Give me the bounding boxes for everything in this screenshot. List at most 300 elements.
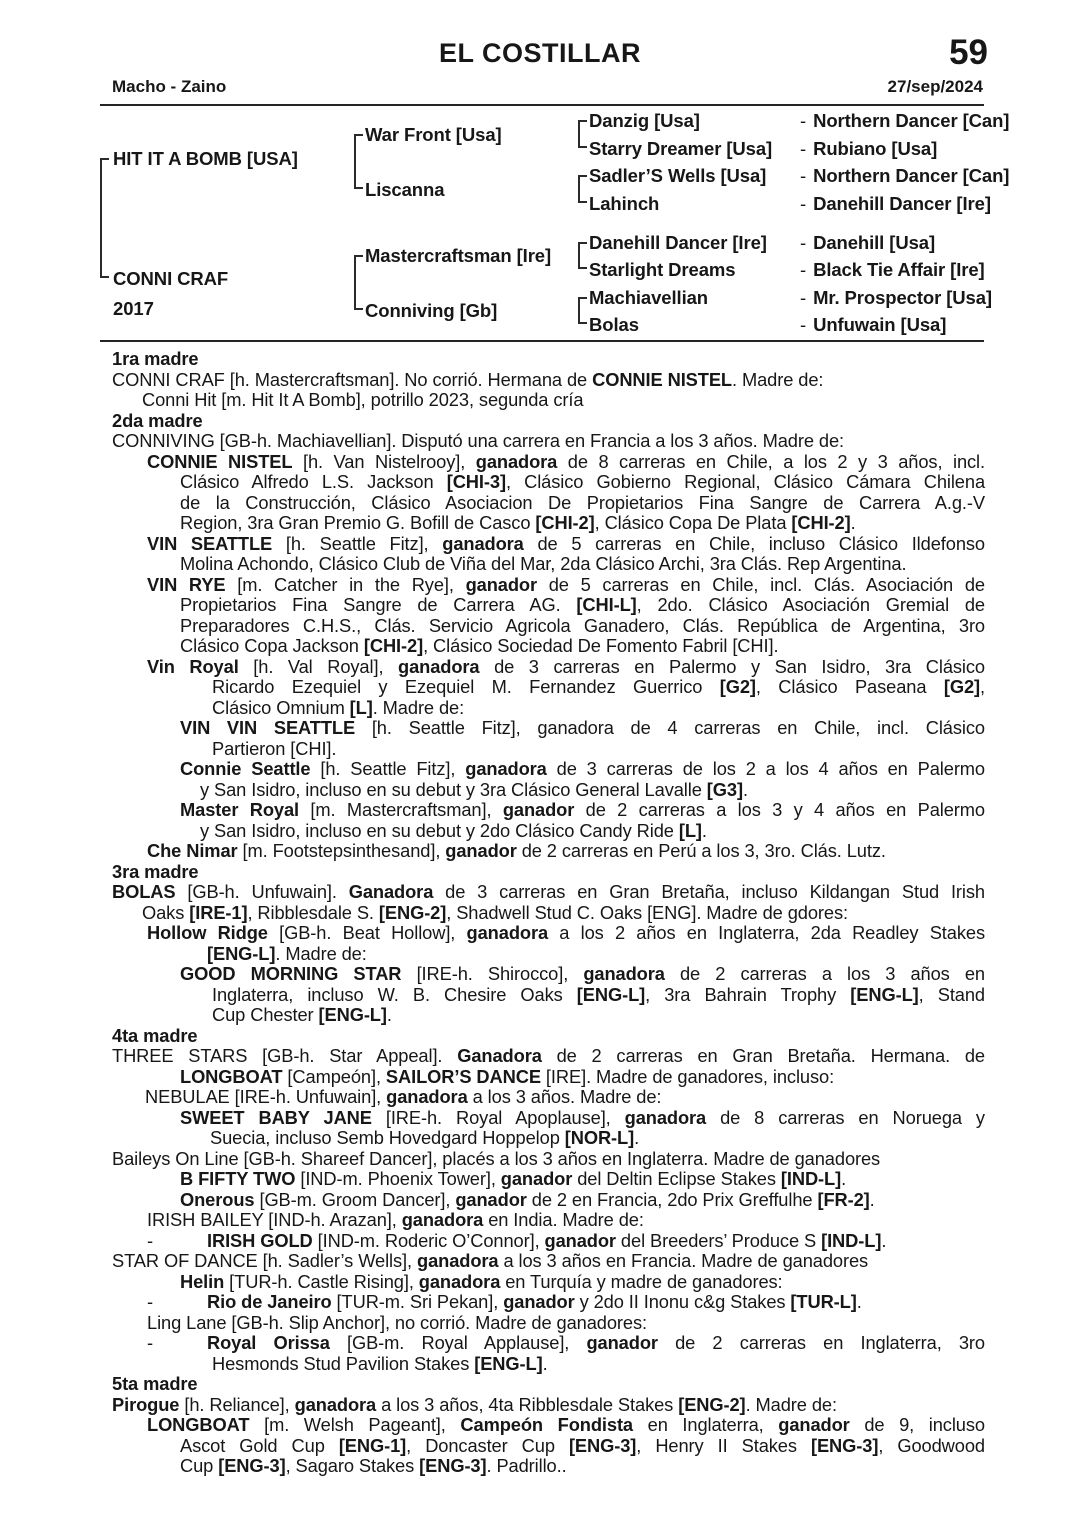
plain-text: STAR OF DANCE [h. Sadler’s Wells], (112, 1250, 417, 1271)
pedigree-note-paragraph (112, 1272, 985, 1293)
pedigree-note-paragraph (112, 1190, 985, 1211)
text-line (112, 780, 985, 801)
plain-text: [IRE-h. Royal Apoplause], (371, 1106, 625, 1128)
emphasized-text: ganador (586, 1332, 658, 1353)
emphasized-text: Vin Royal (147, 655, 239, 677)
plain-text: . (634, 1127, 640, 1148)
emphasized-text: [ENG-3] (218, 1455, 286, 1476)
pedigree-name-text: Northern Dancer [Can] (813, 165, 1010, 186)
plain-text: [h. Reliance], (179, 1393, 295, 1415)
text-line (112, 1149, 985, 1170)
plain-text: [IND-m. Phoenix Tower], (295, 1168, 501, 1189)
text-line (112, 575, 985, 596)
emphasized-text: [ENG-L] (207, 942, 276, 964)
text-line (112, 739, 985, 760)
text-line (112, 1231, 985, 1252)
plain-text: de 2 carreras a los 3 y 4 años en Palermo (574, 799, 985, 820)
plain-text: de 3 carreras en Gran Bretaña, incluso Kildangan Stud Irish (433, 881, 985, 902)
pedigree-notes (112, 349, 985, 1477)
pedigree-name: Conniving [Gb] (365, 300, 498, 321)
plain-text: , 2do. Clásico Asociación Gremial de (636, 594, 986, 615)
pedigree-note-paragraph (112, 1046, 985, 1087)
emphasized-text: CONNIE NISTEL (592, 368, 732, 390)
pedigree-note-paragraph (112, 1231, 985, 1252)
plain-text: [TUR-h. Castle Rising], (224, 1270, 419, 1292)
pedigree-name (800, 110, 1009, 132)
plain-text: de 8 carreras en Chile, a los 2 y 3 años, incl. (557, 450, 985, 472)
text-line (112, 1354, 985, 1375)
pedigree-name: Starry Dreamer [Usa] (589, 138, 773, 159)
text-line (112, 534, 985, 555)
emphasized-text: ganadora (583, 963, 665, 984)
plain-text: Ascot Gold Cup (180, 1434, 339, 1456)
plain-text: , Stand (918, 983, 985, 1005)
text-line (112, 513, 985, 534)
text-line (112, 452, 985, 473)
emphasized-text: [ENG-3] (810, 1434, 879, 1456)
section-heading: 1ra madre (112, 348, 199, 369)
text-line (112, 698, 985, 719)
text-line (112, 1190, 985, 1211)
pedigree-name-text: Black Tie Affair [Ire] (813, 259, 985, 280)
emphasized-text: [CHI-L] (576, 594, 637, 615)
emphasized-text: ganadora (466, 922, 549, 943)
section-heading: 3ra madre (112, 860, 199, 882)
pedigree-note-paragraph (112, 923, 985, 964)
pedigree-name-text: Mr. Prospector [Usa] (813, 287, 992, 308)
emphasized-text: ganador (544, 1229, 616, 1251)
page-title: EL COSTILLAR (438, 38, 641, 68)
emphasized-text: VIN VIN SEATTLE (180, 717, 356, 738)
emphasized-text: [TUR-L] (790, 1291, 857, 1312)
plain-text: de 2 carreras en Perú a los 3, 3ro. Clás. Lutz. (516, 840, 886, 861)
plain-text: , Clásico Paseana (755, 676, 944, 697)
plain-text: de 2 en Francia, 2do Prix Greffulhe (526, 1188, 818, 1210)
text-line (112, 964, 985, 985)
pedigree-name: Sadler’S Wells [Usa] (589, 165, 767, 186)
plain-text: , Clásico Sociedad De Fomento Fabril [CHI]. (423, 635, 779, 656)
section-heading: 4ta madre (112, 1024, 198, 1046)
pedigree-name: 2017 (113, 298, 154, 319)
emphasized-text: ganador (445, 840, 517, 861)
pedigree-note-paragraph (112, 882, 985, 923)
emphasized-text: [ENG-L] (474, 1352, 543, 1374)
emphasized-text: [G2] (719, 676, 756, 697)
emphasized-text: LONGBOAT (180, 1065, 283, 1087)
emphasized-text: ganador (503, 1291, 575, 1312)
emphasized-text: [IND-L] (821, 1229, 882, 1251)
text-line (112, 1395, 985, 1416)
text-line (112, 923, 985, 944)
emphasized-text: GOOD MORNING STAR (180, 963, 402, 984)
plain-text: en India. Madre de: (483, 1209, 644, 1230)
text-line (112, 985, 985, 1006)
pedigree-name (800, 138, 937, 160)
plain-text: Suecia, incluso Semb Hovedgard Hoppelop (210, 1127, 565, 1148)
pedigree-note-paragraph (112, 759, 985, 800)
plain-text: . Madre de: (745, 1393, 837, 1415)
pedigree-name: Liscanna (365, 179, 445, 200)
pedigree-name-text: Danehill Dancer [Ire] (813, 193, 991, 214)
emphasized-text: ganadora (401, 1209, 484, 1230)
text-line (112, 616, 985, 637)
pedigree-table (100, 104, 1010, 342)
pedigree-name: Machiavellian (589, 287, 709, 308)
text-line (112, 1067, 985, 1088)
plain-text: . Madre de: (275, 942, 367, 964)
plain-text: [IND-m. Roderic O’Connor], (312, 1229, 545, 1251)
text-line (112, 390, 985, 411)
pedigree-note-paragraph (112, 1333, 985, 1374)
plain-text: , (980, 676, 985, 697)
plain-text: [GB-m. Royal Applause], (329, 1332, 587, 1353)
emphasized-text: ganadora (465, 758, 547, 779)
list-dash: - (147, 1229, 153, 1251)
pedigree-name: Lahinch (589, 193, 660, 214)
plain-text: Oaks (142, 901, 190, 923)
plain-text: de la Construcción, Clásico Asociacion De Propietarios Fina Sangre de Carrera A.g.-V (180, 491, 985, 513)
emphasized-text: CONNIE NISTEL (147, 450, 293, 472)
plain-text: , Clásico Gobierno Regional, Clásico Cámara Chilena (505, 471, 986, 492)
plain-text: . (856, 1291, 862, 1312)
plain-text: . (386, 1004, 392, 1025)
plain-text: en Inglaterra, (633, 1414, 779, 1435)
emphasized-text: Master Royal (180, 799, 299, 820)
pedigree-name: Bolas (589, 314, 639, 335)
plain-text: de 5 carreras en Chile, incl. Clás. Asociación de (537, 573, 985, 595)
text-line (112, 1046, 985, 1067)
emphasized-text: Royal Orissa (207, 1332, 330, 1353)
plain-text: de 8 carreras en Noruega y (706, 1106, 985, 1128)
pedigree-note-paragraph (112, 718, 985, 759)
plain-text: [m. Footstepsinthesand], (237, 840, 446, 861)
plain-text: , Shadwell Stud C. Oaks [ENG]. Madre de gdores: (446, 901, 848, 923)
emphasized-text: [NOR-L] (564, 1127, 635, 1148)
emphasized-text: Connie Seattle (180, 758, 311, 779)
plain-text: [m. Catcher in the Rye], (225, 573, 466, 595)
text-line (112, 1415, 985, 1436)
pedigree-note-paragraph (112, 657, 985, 719)
plain-text: de 2 carreras en Inglaterra, 3ro (657, 1332, 985, 1353)
list-dash: - (147, 1291, 153, 1312)
plain-text: en Turquía y madre de ganadores: (500, 1270, 783, 1292)
emphasized-text: ganadora (386, 1086, 468, 1107)
emphasized-text: [ENG-2] (378, 901, 447, 923)
plain-text: . Madre de: (372, 696, 465, 718)
pedigree-name: Mastercraftsman [Ire] (365, 245, 552, 266)
pedigree-note-paragraph (112, 1210, 985, 1231)
emphasized-text: [CHI-2] (791, 512, 851, 533)
plain-text: , Goodwood (878, 1434, 985, 1456)
plain-text: de 3 carreras de los 2 a los 4 años en Palermo (546, 758, 986, 779)
emphasized-text: Hollow Ridge (147, 922, 268, 943)
plain-text: [Campeón], (282, 1065, 386, 1087)
text-line (112, 1210, 985, 1231)
pedigree-note-paragraph (112, 370, 985, 411)
plain-text: [IRE]. Madre de ganadores, incluso: (540, 1065, 835, 1087)
text-line (112, 1272, 985, 1293)
plain-text: Baileys On Line [GB-h. Shareef Dancer], placés a los 3 años en Inglaterra. Madre de ganadores (112, 1147, 881, 1169)
plain-text: Region, 3ra Gran Premio G. Bofill de Casco (180, 512, 536, 533)
emphasized-text: LONGBOAT (147, 1414, 250, 1435)
plain-text: Partieron [CHI]. (212, 737, 337, 759)
plain-text: Ling Lane [GB-h. Slip Anchor], no corrió. Madre de ganadores: (147, 1311, 647, 1333)
plain-text: , Ribblesdale S. (247, 901, 379, 923)
pedigree-note-paragraph (112, 1251, 985, 1272)
plain-text: . (881, 1229, 887, 1251)
pedigree-name: HIT IT A BOMB [USA] (113, 148, 298, 169)
emphasized-text: [L] (678, 819, 702, 841)
plain-text: IRISH BAILEY [IND-h. Arazan], (147, 1209, 402, 1230)
text-line (112, 1087, 985, 1108)
emphasized-text: ganador (500, 1168, 573, 1189)
plain-text: y San Isidro, incluso en su debut y 3ra Clásico General Lavalle (200, 778, 707, 800)
pedigree-note-paragraph (112, 1108, 985, 1149)
text-line (112, 493, 985, 514)
emphasized-text: [CHI-2] (535, 512, 595, 533)
text-line (112, 370, 985, 391)
text-line (112, 1251, 985, 1272)
plain-text: de 2 carreras en Gran Bretaña. Hermana. de (541, 1045, 985, 1066)
emphasized-text: ganadora (442, 532, 524, 554)
plain-text: . Padrillo.. (486, 1455, 567, 1476)
plain-text: [GB-h. Unfuwain]. (175, 881, 349, 902)
plain-text: [TUR-m. Sri Pekan], (331, 1291, 504, 1312)
pedigree-bracket (578, 242, 588, 269)
pedigree-bracket (578, 120, 588, 148)
emphasized-text: ganadora (418, 1270, 501, 1292)
emphasized-text: Ganadora (348, 881, 434, 902)
pedigree-note-paragraph (112, 841, 985, 862)
text-line (112, 841, 985, 862)
text-line (112, 595, 985, 616)
emphasized-text: Rio de Janeiro (207, 1291, 332, 1312)
pedigree-note-paragraph (112, 1149, 985, 1170)
text-line (112, 1128, 985, 1149)
plain-text: . (850, 512, 856, 533)
pedigree-name (800, 193, 991, 215)
pedigree-note-paragraph (112, 800, 985, 841)
pedigree-name: Danzig [Usa] (589, 110, 700, 131)
pedigree-dash: - (800, 138, 807, 159)
pedigree-dash: - (800, 314, 807, 335)
section-heading: 5ta madre (112, 1373, 198, 1394)
plain-text: de 9, incluso (849, 1414, 985, 1435)
pedigree-name-text: Unfuwain [Usa] (813, 314, 947, 335)
emphasized-text: [CHI-2] (363, 635, 424, 656)
emphasized-text: [G2] (943, 676, 981, 697)
pedigree-dash: - (800, 287, 807, 308)
pedigree-name: War Front [Usa] (365, 124, 502, 145)
plain-text: [h. Seattle Fitz], (310, 758, 466, 779)
plain-text: . (701, 819, 707, 841)
text-line (112, 821, 985, 842)
plain-text: Cup Chester (212, 1004, 319, 1025)
pedigree-note-paragraph (112, 575, 985, 657)
emphasized-text: [ENG-1] (338, 1434, 407, 1456)
emphasized-text: BOLAS (112, 881, 176, 902)
plain-text: . (841, 1168, 847, 1189)
text-line (112, 657, 985, 678)
pedigree-note-paragraph (112, 1169, 985, 1190)
plain-text: Propietarios Fina Sangre de Carrera AG. (180, 594, 577, 615)
plain-text: NEBULAE [IRE-h. Unfuwain], (145, 1086, 387, 1107)
emphasized-text: ganadora (475, 450, 558, 472)
pedigree-name-text: Northern Dancer [Can] (813, 110, 1010, 131)
plain-text: Ricardo Ezequiel y Ezequiel M. Fernandez Guerrico (212, 676, 720, 697)
pedigree-note-paragraph (112, 1087, 985, 1108)
plain-text: . (542, 1352, 548, 1374)
plain-text: [h. Seattle Fitz], ganadora de 4 carreras en Chile, incl. Clásico (355, 717, 985, 738)
plain-text: y 2do II Inonu c&g Stakes (574, 1291, 791, 1312)
emphasized-text: [ENG-L] (318, 1004, 387, 1025)
pedigree-dash: - (800, 165, 807, 186)
plain-text: Cup (180, 1455, 219, 1476)
emphasized-text: VIN SEATTLE (147, 532, 273, 554)
emphasized-text: Campeón Fondista (460, 1414, 634, 1435)
plain-text: CONNIVING [GB-h. Machiavellian]. Disputó una carrera en Francia a los 3 años. Madre de: (112, 430, 845, 451)
pedigree-note-paragraph (112, 1313, 985, 1334)
pedigree-dash: - (800, 110, 807, 131)
emphasized-text: ganadora (398, 655, 480, 677)
plain-text: [h. Seattle Fitz], (272, 532, 443, 554)
emphasized-text: [ENG-2] (678, 1393, 746, 1415)
emphasized-text: [ENG-L] (850, 983, 919, 1005)
emphasized-text: SWEET BABY JANE (180, 1106, 372, 1128)
plain-text: de 2 carreras a los 3 años en (664, 963, 985, 984)
pedigree-dash: - (800, 259, 807, 280)
plain-text: , Clásico Copa De Plata (594, 512, 792, 533)
pedigree-name-text: Rubiano [Usa] (813, 138, 938, 159)
pedigree-name (800, 314, 946, 336)
plain-text: Molina Achondo, Clásico Club de Viña del Mar, 2da Clásico Archi, 3ra Clás. Rep Argentina. (180, 553, 907, 574)
pedigree-bracket (578, 175, 588, 203)
section-heading: 2da madre (112, 409, 203, 431)
list-dash: - (147, 1332, 153, 1353)
plain-text: , Doncaster Cup (406, 1434, 569, 1456)
plain-text: [GB-m. Groom Dancer], (254, 1188, 456, 1210)
pedigree-note-paragraph (112, 452, 985, 534)
pedigree-note-paragraph (112, 1415, 985, 1477)
plain-text: Clásico Alfredo L.S. Jackson (180, 471, 447, 492)
emphasized-text: B FIFTY TWO (180, 1168, 296, 1189)
pedigree-dash: - (800, 193, 807, 214)
plain-text: Conni Hit [m. Hit It A Bomb], potrillo 2023, segunda cría (142, 389, 584, 410)
text-line (112, 1292, 985, 1313)
plain-text: a los 3 años. Madre de: (467, 1086, 662, 1107)
plain-text: a los 3 años en Francia. Madre de ganadores (498, 1250, 869, 1271)
plain-text: , Sagaro Stakes (285, 1455, 420, 1476)
plain-text: de 5 carreras en Chile, incluso Clásico Ildefonso (523, 532, 985, 554)
emphasized-text: Onerous (180, 1188, 255, 1210)
emphasized-text: SAILOR’S DANCE (385, 1065, 541, 1087)
plain-text: a los 2 años en Inglaterra, 2da Readley Stakes (548, 922, 985, 943)
plain-text: Clásico Copa Jackson (180, 635, 364, 656)
text-line (112, 1169, 985, 1190)
emphasized-text: [IND-L] (780, 1168, 842, 1189)
plain-text: Clásico Omnium (212, 696, 350, 718)
text-line (112, 944, 985, 965)
pedigree-name: Starlight Dreams (589, 259, 736, 280)
text-line (112, 1333, 985, 1354)
pedigree-note-paragraph (112, 1292, 985, 1313)
pedigree-bracket (354, 134, 364, 189)
pedigree-note-paragraph (112, 431, 985, 452)
pedigree-note-paragraph (112, 964, 985, 1026)
plain-text: . (869, 1188, 875, 1210)
plain-text: [GB-h. Beat Hollow], (267, 922, 467, 943)
emphasized-text: [CHI-3] (446, 471, 506, 492)
plain-text: del Deltin Eclipse Stakes (572, 1168, 781, 1189)
emphasized-text: Helin (180, 1270, 225, 1292)
emphasized-text: ganador (778, 1414, 850, 1435)
emphasized-text: Che Nimar (147, 840, 238, 861)
pedigree-name-text: Danehill [Usa] (813, 232, 936, 253)
emphasized-text: [G3] (706, 778, 743, 800)
emphasized-text: Pirogue (112, 1393, 180, 1415)
pedigree-dash: - (800, 232, 807, 253)
text-line (112, 1108, 985, 1129)
emphasized-text: [ENG-3] (419, 1455, 487, 1476)
text-line (112, 1313, 985, 1334)
pedigree-name (800, 287, 992, 309)
pedigree-bracket (578, 297, 588, 324)
plain-text: [m. Mastercraftsman], (299, 799, 503, 820)
plain-text: CONNI CRAF [h. Mastercraftsman]. No corrió. Hermana de (112, 368, 593, 390)
plain-text: y San Isidro, incluso en su debut y 2do Clásico Candy Ride (200, 819, 679, 841)
plain-text: Inglaterra, incluso W. B. Chesire Oaks (212, 983, 577, 1005)
date-label: 27/sep/2024 (887, 77, 983, 96)
pedigree-name (800, 259, 985, 281)
plain-text: de 3 carreras en Palermo y San Isidro, 3ra Clásico (479, 655, 986, 677)
text-line (112, 1436, 985, 1457)
plain-text: THREE STARS [GB-h. Star Appeal]. (112, 1045, 458, 1066)
text-line (112, 554, 985, 575)
text-line (112, 1005, 985, 1026)
pedigree-bracket (100, 158, 110, 278)
plain-text: del Breeders’ Produce S (615, 1229, 822, 1251)
text-line (112, 677, 985, 698)
pedigree-note-paragraph (112, 534, 985, 575)
plain-text: , Henry II Stakes (636, 1434, 811, 1456)
plain-text: , 3ra Bahrain Trophy (645, 983, 851, 1005)
sex-coat-label: Macho - Zaino (112, 77, 227, 96)
pedigree-name (800, 165, 1009, 187)
emphasized-text: ganadora (624, 1106, 707, 1128)
text-line (112, 903, 985, 924)
plain-text: . Madre de: (732, 368, 824, 390)
plain-text: Preparadores C.H.S., Clás. Servicio Agricola Ganadero, Clás. República de Argentina, 3ro (180, 614, 985, 636)
plain-text: [h. Val Royal], (238, 655, 399, 677)
emphasized-text: [ENG-L] (576, 983, 646, 1005)
emphasized-text: [ENG-3] (568, 1434, 637, 1456)
emphasized-text: ganador (465, 573, 538, 595)
emphasized-text: ganadora (294, 1393, 377, 1415)
emphasized-text: [IRE-1] (189, 901, 248, 923)
plain-text: [m. Welsh Pageant], (249, 1414, 461, 1435)
emphasized-text: Ganadora (457, 1045, 542, 1066)
plain-text: [h. Van Nistelrooy], (292, 450, 476, 472)
text-line (112, 431, 985, 452)
plain-text: [IRE-h. Shirocco], (401, 963, 584, 984)
text-line (112, 636, 985, 657)
emphasized-text: ganador (502, 799, 575, 820)
pedigree-name (800, 232, 935, 254)
text-line (112, 472, 985, 493)
page-number: 59 (949, 33, 988, 72)
pedigree-name: Danehill Dancer [Ire] (589, 232, 767, 253)
text-line (112, 882, 985, 903)
